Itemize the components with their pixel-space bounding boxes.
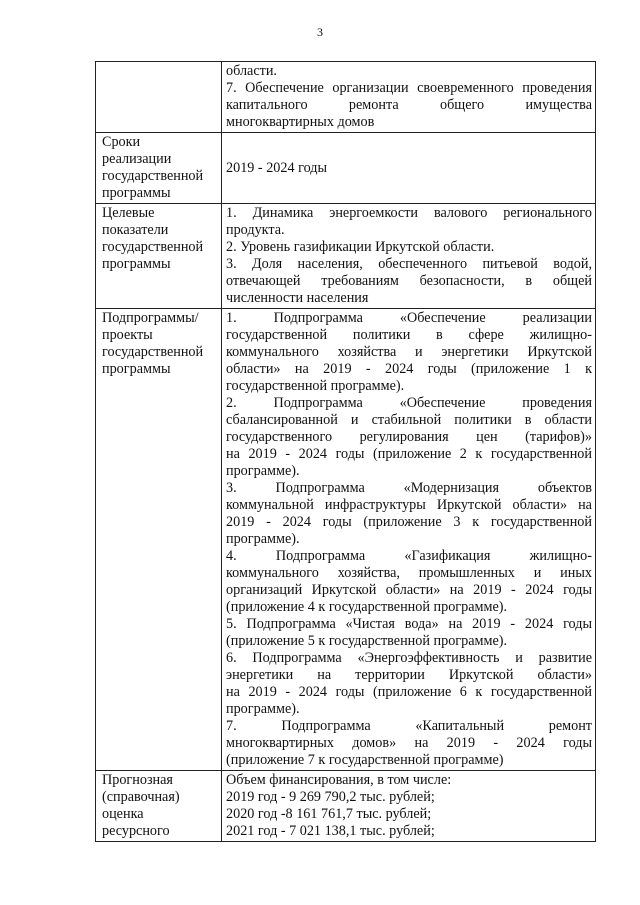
page-number: 3 (317, 25, 323, 39)
content-line: программе). (226, 531, 300, 547)
table-row (96, 309, 596, 771)
content-line: коммунальной инфраструктуры Иркутской области» на (226, 497, 592, 513)
content-line: программе). (226, 701, 300, 717)
content-line: области» на 2019 - 2024 годы (приложение 1 к (226, 361, 592, 377)
content-line: 2. Уровень газификации Иркутской области. (226, 239, 495, 255)
row-label-line: Целевые (102, 205, 155, 221)
row-label-line: государственной (102, 344, 204, 360)
row-content-cell (222, 133, 596, 204)
content-line: 7. Подпрограмма «Капитальный ремонт (226, 718, 592, 734)
row-label-line: проекты (102, 327, 153, 343)
content-line: продукта. (226, 222, 285, 238)
row-label-cell (96, 62, 222, 133)
content-line: 2. Подпрограмма «Обеспечение проведения (226, 395, 592, 411)
content-line: 7. Обеспечение организации своевременного проведения (226, 80, 592, 96)
content-line: Объем финансирования, в том числе: (226, 772, 452, 788)
row-label-line: программы (102, 256, 171, 272)
content-line: энергетики на территории Иркутской области» (226, 667, 592, 683)
row-label-line: Подпрограммы/ (102, 310, 199, 326)
row-label-cell (96, 309, 222, 771)
content-line: 2019 год - 9 269 790,2 тыс. рублей; (226, 789, 435, 805)
table-row (96, 771, 596, 842)
content-line: на 2019 - 2024 годы (приложение 6 к государственной (226, 684, 592, 700)
row-content-cell (222, 771, 596, 842)
content-line: 1. Подпрограмма «Обеспечение реализации (226, 310, 592, 326)
content-line: государственной программе). (226, 378, 405, 394)
content-line: численности населения (226, 290, 369, 306)
table-row (96, 204, 596, 309)
content-line: организаций Иркутской области» на 2019 - 2024 годы (226, 582, 592, 598)
content-line: государственного регулирования цен (тарифов)» (226, 429, 592, 445)
row-label-cell (96, 771, 222, 842)
content-line: 2020 год -8 161 761,7 тыс. рублей; (226, 806, 432, 822)
content-line: коммунального хозяйства, промышленных и иных (226, 565, 592, 581)
table-row (96, 62, 596, 133)
content-line: 5. Подпрограмма «Чистая вода» на 2019 - 2024 годы (226, 616, 592, 632)
content-line: (приложение 4 к государственной программе). (226, 599, 508, 615)
table-row (96, 133, 596, 204)
row-label-line: оценка (102, 806, 144, 822)
row-label-line: ресурсного (102, 823, 170, 839)
content-line: 3. Подпрограмма «Модернизация объектов (226, 480, 592, 496)
content-line: многоквартирных домов (226, 114, 375, 130)
content-line: многоквартирных домов» на 2019 - 2024 годы (226, 735, 592, 751)
row-label-line: государственной (102, 168, 204, 184)
content-line: программе). (226, 463, 300, 479)
row-label-line: программы (102, 361, 171, 377)
content-line: 2019 - 2024 годы (приложение 3 к государственной (226, 514, 592, 530)
content-line: сбалансированной и стабильной политики в области (226, 412, 592, 428)
row-label-line: Сроки (102, 134, 141, 150)
row-label-line: программы (102, 185, 171, 201)
row-label-line: государственной (102, 239, 204, 255)
row-label-line: показатели (102, 222, 169, 238)
row-label-line: Прогнозная (102, 772, 173, 788)
content-line: (приложение 7 к государственной программе) (226, 752, 504, 768)
content-line: 1. Динамика энергоемкости валового регионального (226, 205, 592, 221)
row-content-cell (222, 204, 596, 309)
content-line: коммунального хозяйства и энергетики Иркутской (226, 344, 592, 360)
row-label-line: (справочная) (102, 789, 180, 805)
passport-table (95, 61, 596, 842)
content-line: отвечающей требованиям безопасности, в общей (226, 273, 592, 289)
row-label-cell (96, 204, 222, 309)
content-line: 4. Подпрограмма «Газификация жилищно- (226, 548, 592, 564)
content-line: 2021 год - 7 021 138,1 тыс. рублей; (226, 823, 435, 839)
content-line: 6. Подпрограмма «Энергоэффективность и развитие (226, 650, 592, 666)
row-label-line: реализации (102, 151, 172, 167)
content-line: на 2019 - 2024 годы (приложение 2 к государственной (226, 446, 592, 462)
content-line: 2019 - 2024 годы (226, 159, 328, 176)
content-line: (приложение 5 к государственной программе). (226, 633, 508, 649)
row-content-cell (222, 62, 596, 133)
content-line: 3. Доля населения, обеспеченного питьевой водой, (226, 256, 592, 272)
row-content-cell (222, 309, 596, 771)
row-label-cell (96, 133, 222, 204)
content-line: капитального ремонта общего имущества (226, 97, 592, 113)
content-line: государственной политики в сфере жилищно- (226, 327, 592, 343)
content-line: области. (226, 63, 277, 79)
